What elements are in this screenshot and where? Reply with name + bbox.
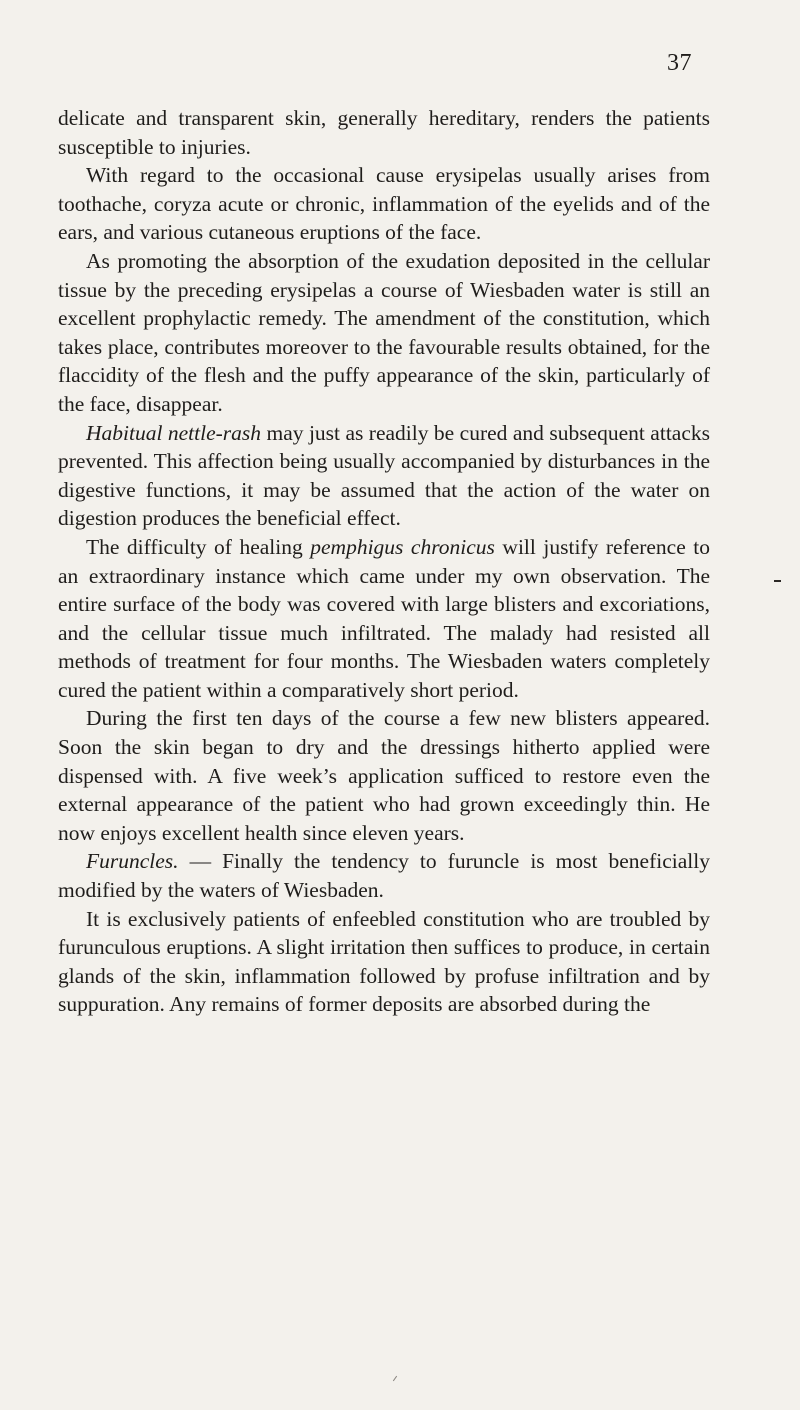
paragraph — [58, 419, 710, 533]
text-block — [58, 104, 710, 1019]
paragraph — [58, 704, 710, 847]
italic-term: Habitual nettle-rash — [86, 420, 262, 445]
text-run: During the first ten days of the course a few new blisters appeared. Soon the skin began to dry and the dressings hitherto applied were dispensed with. A five week’s application sufficed to restore even the external appearance of the patient who had grown exceedingly thin. He now enjoys excellent health since eleven years. — [58, 706, 710, 845]
page-number: 37 — [667, 50, 692, 76]
text-run: delicate and transparent skin, generally hereditary, renders the patients susceptible to injuries. — [58, 106, 710, 159]
paragraph — [58, 247, 710, 419]
italic-term: pemphigus chronicus — [310, 534, 495, 559]
paragraph — [58, 161, 710, 247]
text-run: It is exclusively patients of enfeebled constitution who are troubled by furunculous eruptions. A slight irritation then suffices to produce, in certain glands of the skin, inflammation followed by profuse infiltration and by suppuration. Any remains of former deposits are absorbed during the — [58, 906, 710, 1017]
paragraph — [58, 104, 710, 161]
paragraph — [58, 847, 710, 904]
text-run: will justify reference to an extraordinary instance which came under my own observation. The entire surface of the body was covered with large blisters and excoriations, and the cellular tissue much infiltrated. The malady had resisted all methods of treatment for four months. The Wiesbaden waters completely cured the patient within a comparatively short period. — [58, 534, 710, 702]
text-run: — Finally the tendency to furuncle is most beneficially modified by the waters of Wiesbaden. — [58, 849, 710, 903]
paragraph — [58, 905, 710, 1019]
paragraph — [58, 533, 710, 705]
text-run: may just as readily be cured and subsequent attacks prevented. This affection being usually accompanied by disturbances in the digestive functions, it may be assumed that the action of the water on digestion produces the beneficial effect. — [58, 420, 710, 531]
text-run: With regard to the occasional cause erysipelas usually arises from toothache, coryza acute or chronic, inflammation of the eyelids and of the ears, and various cutaneous eruptions of the face. — [58, 163, 710, 245]
text-run: As promoting the absorption of the exudation deposited in the cellular tissue by the preceding erysipelas a course of Wiesbaden water is still an excellent prophylactic remedy. The amendment of the constitution, which takes place, contributes moreover to the favourable results obtained, for the flaccidity of the flesh and the puffy appearance of the skin, particularly of the face, disappear. — [58, 248, 710, 416]
margin-dash-mark — [774, 580, 781, 582]
text-run: The difficulty of healing — [86, 534, 311, 559]
italic-term: Furuncles. — [86, 849, 179, 874]
margin-tick-mark — [393, 1376, 397, 1381]
